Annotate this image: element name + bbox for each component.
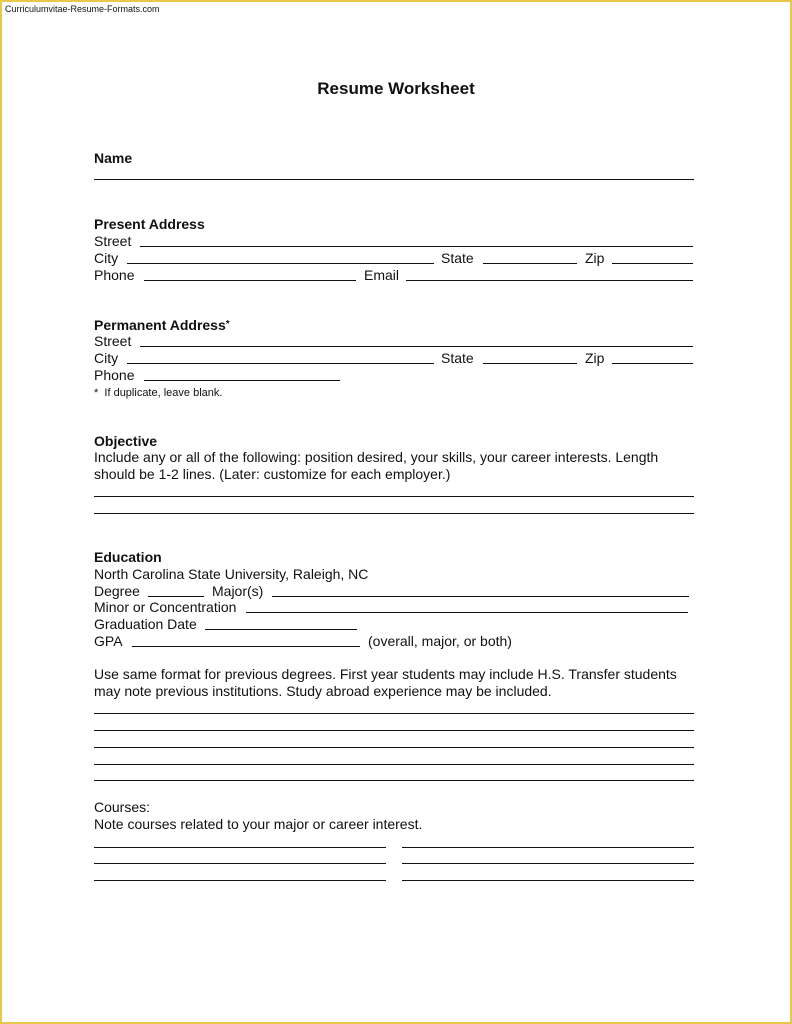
- objective-instructions-line1: Include any or all of the following: position desired, your skills, your career interests. Length: [94, 449, 659, 465]
- courses-right-line-1[interactable]: [402, 847, 694, 848]
- name-label: Name: [94, 150, 133, 166]
- present-phone-line[interactable]: [144, 280, 356, 281]
- present-street-line[interactable]: [140, 246, 693, 247]
- permanent-street-line[interactable]: [140, 346, 693, 347]
- courses-left-line-3[interactable]: [94, 880, 386, 881]
- gpa-note: (overall, major, or both): [368, 633, 512, 649]
- graduation-date-line[interactable]: [205, 629, 357, 630]
- education-line-3[interactable]: [94, 747, 694, 748]
- courses-right-line-2[interactable]: [402, 863, 694, 864]
- courses-right-line-3[interactable]: [402, 880, 694, 881]
- objective-line-1[interactable]: [94, 496, 694, 497]
- present-street-label: Street: [94, 233, 132, 249]
- permanent-city-label: City: [94, 350, 119, 366]
- minor-line[interactable]: [246, 612, 688, 613]
- minor-label: Minor or Concentration: [94, 599, 237, 615]
- school-name: North Carolina State University, Raleigh, NC: [94, 566, 369, 582]
- courses-left-line-2[interactable]: [94, 863, 386, 864]
- present-state-line[interactable]: [483, 263, 577, 264]
- education-line-2[interactable]: [94, 730, 694, 731]
- majors-label: Major(s): [212, 583, 264, 599]
- present-email-line[interactable]: [406, 280, 693, 281]
- permanent-city-line[interactable]: [127, 363, 434, 364]
- asterisk-mark: *: [225, 319, 230, 330]
- name-field-line[interactable]: [94, 179, 694, 180]
- gpa-line[interactable]: [132, 646, 360, 647]
- permanent-phone-line[interactable]: [144, 380, 340, 381]
- graduation-date-label: Graduation Date: [94, 616, 197, 632]
- education-heading: Education: [94, 549, 162, 565]
- objective-line-2[interactable]: [94, 513, 694, 514]
- permanent-street-label: Street: [94, 333, 132, 349]
- education-line-4[interactable]: [94, 764, 694, 765]
- present-zip-line[interactable]: [612, 263, 693, 264]
- previous-degrees-note-line1: Use same format for previous degrees. First year students may include H.S. Transfer students: [94, 666, 677, 682]
- gpa-label: GPA: [94, 633, 123, 649]
- present-city-label: City: [94, 250, 119, 266]
- degree-label: Degree: [94, 583, 140, 599]
- permanent-state-label: State: [441, 350, 474, 366]
- education-line-1[interactable]: [94, 713, 694, 714]
- majors-line[interactable]: [272, 596, 689, 597]
- permanent-zip-line[interactable]: [612, 363, 693, 364]
- courses-note: Note courses related to your major or career interest.: [94, 816, 423, 832]
- present-state-label: State: [441, 250, 474, 266]
- objective-instructions-line2: should be 1-2 lines. (Later: customize for each employer.): [94, 466, 451, 482]
- present-city-line[interactable]: [127, 263, 434, 264]
- present-address-heading: Present Address: [94, 216, 205, 232]
- site-watermark: Curriculumvitae-Resume-Formats.com: [5, 4, 160, 14]
- present-email-label: Email: [364, 267, 400, 283]
- permanent-state-line[interactable]: [483, 363, 577, 364]
- courses-heading: Courses:: [94, 799, 151, 815]
- page-title: Resume Worksheet: [317, 79, 475, 98]
- permanent-address-heading: Permanent Address*: [94, 317, 230, 333]
- education-line-5[interactable]: [94, 780, 694, 781]
- present-phone-label: Phone: [94, 267, 135, 283]
- permanent-phone-label: Phone: [94, 367, 135, 383]
- objective-heading: Objective: [94, 433, 158, 449]
- present-zip-label: Zip: [585, 250, 605, 266]
- courses-left-line-1[interactable]: [94, 847, 386, 848]
- previous-degrees-note-line2: may note previous institutions. Study abroad experience may be included.: [94, 683, 552, 699]
- duplicate-footnote: * If duplicate, leave blank.: [94, 387, 223, 399]
- permanent-zip-label: Zip: [585, 350, 605, 366]
- degree-line[interactable]: [148, 596, 204, 597]
